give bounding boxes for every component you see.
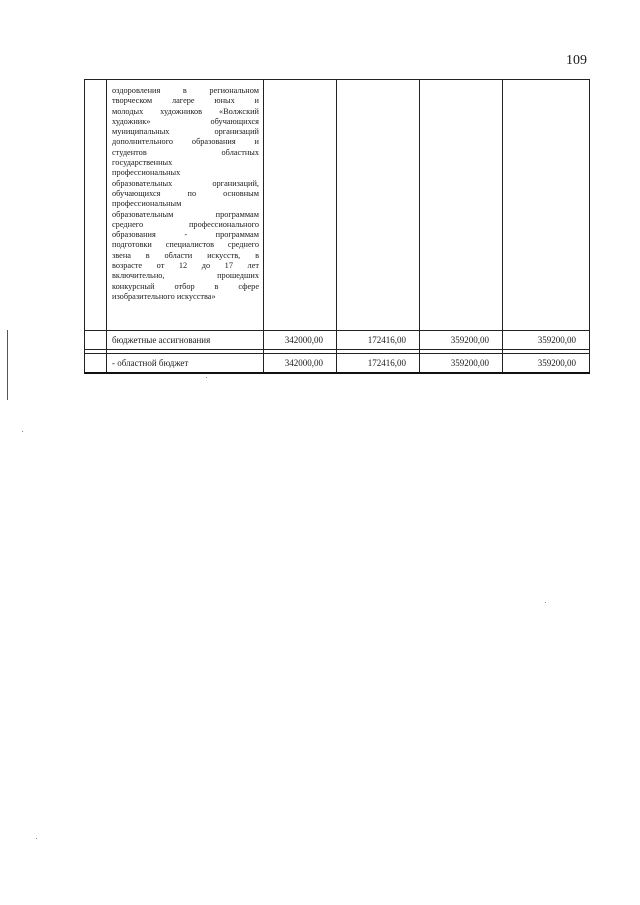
description-line: образовательным программам	[112, 209, 259, 219]
description-line: муниципальных организаций	[112, 127, 259, 137]
scan-speck	[36, 838, 37, 839]
description-line: возрасте от 12 до 17 лет	[112, 261, 259, 271]
description-line: творческом лагере юных и	[112, 96, 259, 106]
description-line: дополнительного образования и	[112, 137, 259, 147]
value-cell: 172416,00	[337, 331, 420, 350]
description-line: профессиональным	[112, 199, 182, 209]
description-line: образования - программам	[112, 230, 259, 240]
description-line: молодых художников «Волжский	[112, 106, 259, 116]
description-row	[85, 80, 590, 331]
regional-budget-row	[85, 354, 590, 374]
value-cell: 359200,00	[503, 331, 590, 350]
value-cell: 172416,00	[337, 354, 420, 374]
description-line: государственных	[112, 158, 173, 168]
budget-allocations-row	[85, 331, 590, 350]
description-line: включительно, прошедших	[112, 271, 259, 281]
scan-speck	[206, 377, 207, 378]
description-line: обучающихся по основным	[112, 188, 259, 198]
description-line: звена в области искусств, в	[112, 250, 259, 260]
value-cell: 359200,00	[503, 354, 590, 374]
value-cell: 359200,00	[420, 331, 503, 350]
description-line: художник» обучающихся	[112, 116, 259, 126]
description-line: профессиональных	[112, 168, 181, 178]
row-label: - областной бюджет	[107, 354, 264, 374]
description-line: оздоровления в региональном	[112, 86, 259, 95]
empty-cell	[503, 80, 590, 331]
description-line: конкурсный отбор в сфере	[112, 281, 259, 291]
scan-margin-mark	[7, 330, 8, 400]
description-line: изобразительного искусства»	[112, 291, 216, 301]
description-line: студентов областных	[112, 147, 259, 157]
measure-description	[107, 80, 264, 331]
index-cell	[85, 331, 107, 350]
empty-cell	[337, 80, 420, 331]
index-cell	[85, 354, 107, 374]
description-line: среднего профессионального	[112, 219, 259, 229]
index-cell	[85, 80, 107, 331]
value-cell: 359200,00	[420, 354, 503, 374]
scan-speck	[545, 602, 546, 603]
budget-table	[84, 79, 590, 374]
empty-cell	[420, 80, 503, 331]
description-line: подготовки специалистов среднего	[112, 240, 259, 250]
scan-speck	[22, 431, 23, 432]
value-cell: 342000,00	[264, 331, 337, 350]
empty-cell	[264, 80, 337, 331]
row-label: бюджетные ассигнования	[107, 331, 264, 350]
value-cell: 342000,00	[264, 354, 337, 374]
description-line: образовательных организаций,	[112, 178, 259, 188]
page-number: 109	[566, 53, 587, 68]
